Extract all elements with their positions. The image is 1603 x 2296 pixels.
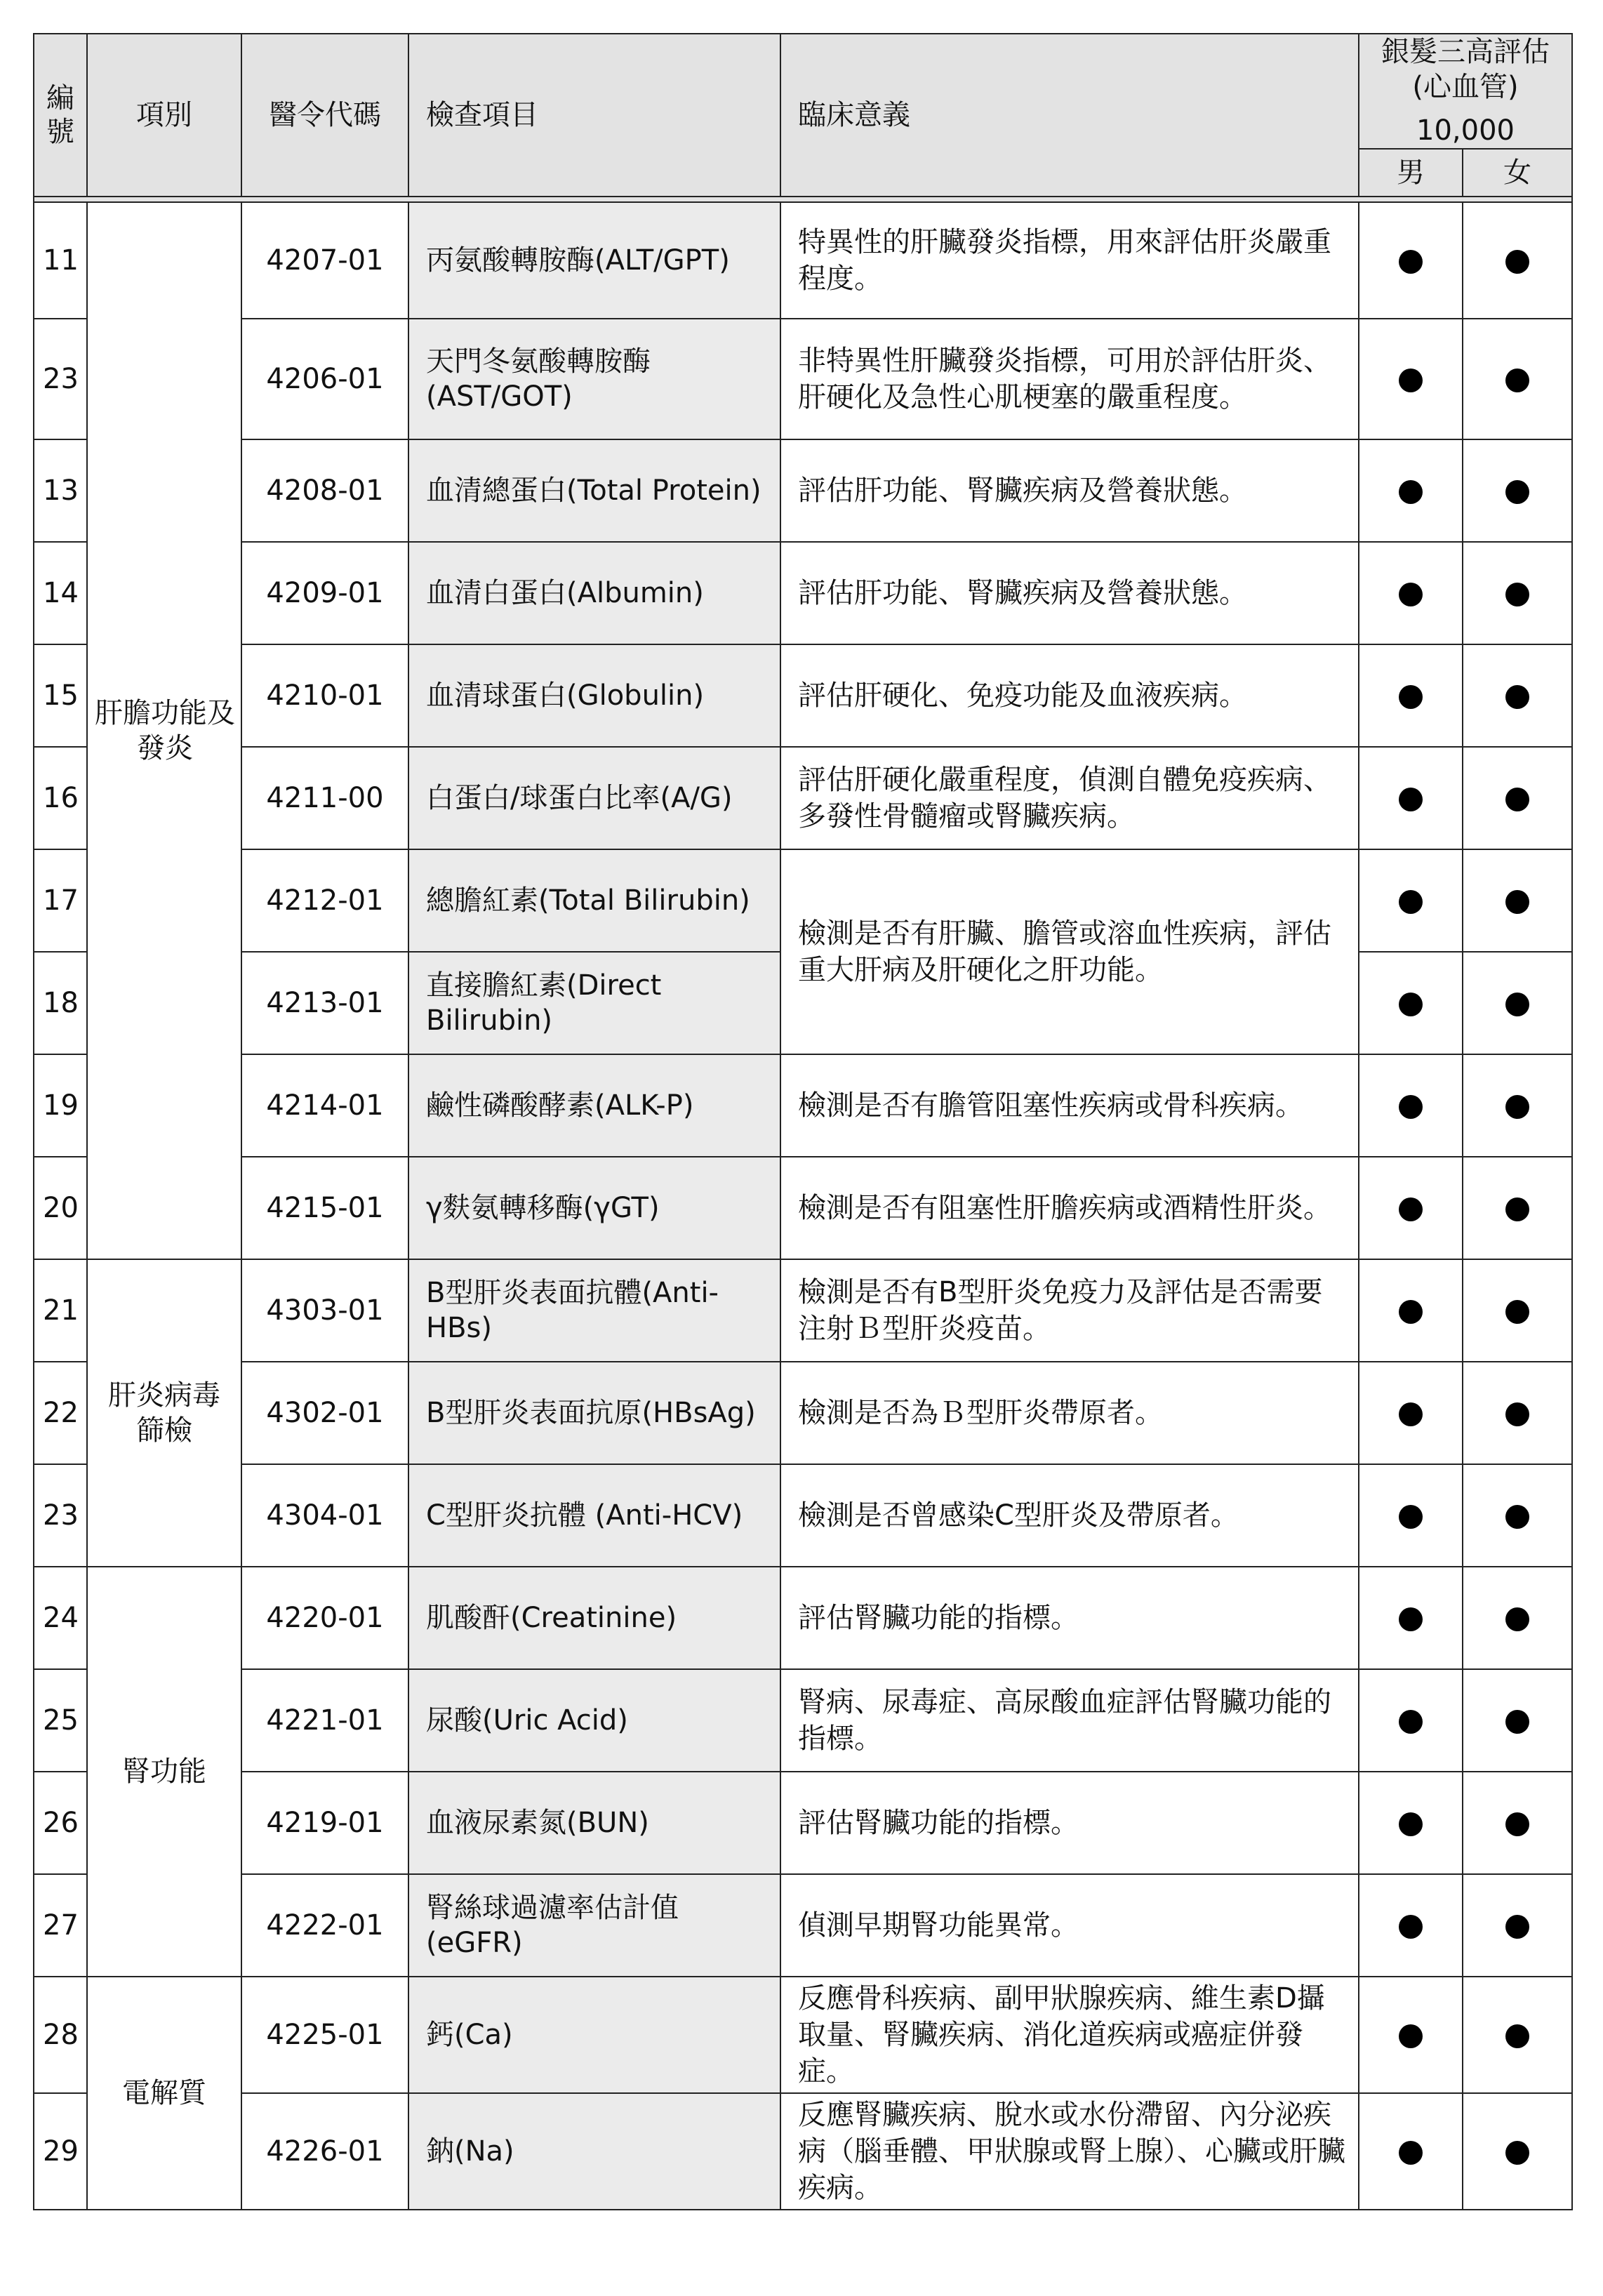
clinical-meaning: 特異性的肝臟發炎指標，用來評估肝炎嚴重程度。 — [780, 202, 1359, 319]
row-no: 23 — [34, 1464, 87, 1567]
included-dot-icon — [1505, 1812, 1529, 1836]
clinical-meaning: 檢測是否有B型肝炎免疫力及評估是否需要注射Ｂ型肝炎疫苗。 — [780, 1259, 1359, 1362]
exam-item: 血清總蛋白(Total Protein) — [408, 439, 780, 542]
female-included — [1463, 319, 1572, 439]
table-row — [34, 542, 1572, 644]
row-no: 11 — [34, 202, 87, 319]
clinical-meaning: 評估肝硬化嚴重程度，偵測自體免疫疾病、多發性骨髓瘤或腎臟疾病。 — [780, 747, 1359, 849]
row-no: 14 — [34, 542, 87, 644]
included-dot-icon — [1399, 993, 1423, 1016]
exam-item: 尿酸(Uric Acid) — [408, 1669, 780, 1772]
exam-item: 血清白蛋白(Albumin) — [408, 542, 780, 644]
clinical-meaning: 評估腎臟功能的指標。 — [780, 1567, 1359, 1669]
clinical-meaning: 非特異性肝臟發炎指標，可用於評估肝炎、肝硬化及急性心肌梗塞的嚴重程度。 — [780, 319, 1359, 439]
clinical-meaning: 檢測是否曾感染C型肝炎及帶原者。 — [780, 1464, 1359, 1567]
included-dot-icon — [1399, 788, 1423, 811]
header-no: 編號 — [34, 34, 87, 197]
clinical-meaning: 檢測是否為Ｂ型肝炎帶原者。 — [780, 1362, 1359, 1464]
male-included — [1359, 1874, 1463, 1977]
header-divider — [34, 197, 1572, 202]
row-no: 23 — [34, 319, 87, 439]
included-dot-icon — [1399, 1812, 1423, 1836]
included-dot-icon — [1505, 1505, 1529, 1529]
male-included — [1359, 1157, 1463, 1259]
table-row — [34, 849, 1572, 952]
included-dot-icon — [1505, 480, 1529, 504]
included-dot-icon — [1399, 1505, 1423, 1529]
female-included — [1463, 644, 1572, 747]
female-included — [1463, 202, 1572, 319]
male-included — [1359, 1567, 1463, 1669]
row-no: 17 — [34, 849, 87, 952]
female-included — [1463, 1874, 1572, 1977]
included-dot-icon — [1505, 1300, 1529, 1324]
header-male: 男 — [1359, 149, 1463, 197]
male-included — [1359, 2093, 1463, 2210]
table-row — [34, 1464, 1572, 1567]
female-included — [1463, 1567, 1572, 1669]
female-included — [1463, 1977, 1572, 2093]
row-no: 20 — [34, 1157, 87, 1259]
row-no: 18 — [34, 952, 87, 1054]
clinical-meaning: 檢測是否有肝臟、膽管或溶血性疾病，評估重大肝病及肝硬化之肝功能。 — [780, 849, 1359, 1054]
table-row — [34, 1977, 1572, 2093]
table-row — [34, 439, 1572, 542]
table-row — [34, 747, 1572, 849]
order-code: 4220-01 — [241, 1567, 408, 1669]
order-code: 4215-01 — [241, 1157, 408, 1259]
category-hepatitis: 肝炎病毒篩檢 — [87, 1259, 241, 1567]
order-code: 4210-01 — [241, 644, 408, 747]
order-code: 4213-01 — [241, 952, 408, 1054]
exam-item: 血清球蛋白(Globulin) — [408, 644, 780, 747]
clinical-meaning: 評估肝功能、腎臟疾病及營養狀態。 — [780, 439, 1359, 542]
female-included — [1463, 952, 1572, 1054]
table-row — [34, 1772, 1572, 1874]
male-included — [1359, 952, 1463, 1054]
clinical-meaning: 反應腎臟疾病、脫水或水份滯留、內分泌疾病（腦垂體、甲狀腺或腎上腺）、心臟或肝臟疾病。 — [780, 2093, 1359, 2210]
exam-item: B型肝炎表面抗原(HBsAg) — [408, 1362, 780, 1464]
male-included — [1359, 1362, 1463, 1464]
clinical-meaning: 檢測是否有阻塞性肝膽疾病或酒精性肝炎。 — [780, 1157, 1359, 1259]
row-no: 15 — [34, 644, 87, 747]
exam-item: 天門冬氨酸轉胺酶(AST/GOT) — [408, 319, 780, 439]
included-dot-icon — [1399, 1710, 1423, 1734]
package-price: 10,000 — [1416, 114, 1515, 147]
female-included — [1463, 849, 1572, 952]
male-included — [1359, 849, 1463, 952]
clinical-meaning: 評估腎臟功能的指標。 — [780, 1772, 1359, 1874]
category-liver: 肝膽功能及發炎 — [87, 202, 241, 1259]
included-dot-icon — [1505, 788, 1529, 811]
included-dot-icon — [1399, 2141, 1423, 2165]
female-included — [1463, 542, 1572, 644]
male-included — [1359, 1054, 1463, 1157]
clinical-meaning: 偵測早期腎功能異常。 — [780, 1874, 1359, 1977]
included-dot-icon — [1505, 1710, 1529, 1734]
included-dot-icon — [1399, 1915, 1423, 1939]
order-code: 4302-01 — [241, 1362, 408, 1464]
included-dot-icon — [1399, 685, 1423, 709]
male-included — [1359, 1259, 1463, 1362]
order-code: 4211-00 — [241, 747, 408, 849]
order-code: 4206-01 — [241, 319, 408, 439]
header-item: 檢查項目 — [408, 34, 780, 197]
male-included — [1359, 1464, 1463, 1567]
exam-item: γ麩氨轉移酶(γGT) — [408, 1157, 780, 1259]
header-category: 項別 — [87, 34, 241, 197]
table-row — [34, 202, 1572, 319]
clinical-meaning: 反應骨科疾病、副甲狀腺疾病、維生素D攝取量、腎臟疾病、消化道疾病或癌症併發症。 — [780, 1977, 1359, 2093]
male-included — [1359, 1977, 1463, 2093]
female-included — [1463, 1259, 1572, 1362]
exam-item: 總膽紅素(Total Bilirubin) — [408, 849, 780, 952]
female-included — [1463, 1157, 1572, 1259]
included-dot-icon — [1505, 369, 1529, 392]
exam-item: 丙氨酸轉胺酶(ALT/GPT) — [408, 202, 780, 319]
female-included — [1463, 1772, 1572, 1874]
female-included — [1463, 747, 1572, 849]
exam-item: 鹼性磷酸酵素(ALK-P) — [408, 1054, 780, 1157]
included-dot-icon — [1505, 1197, 1529, 1221]
clinical-meaning: 評估肝硬化、免疫功能及血液疾病。 — [780, 644, 1359, 747]
clinical-meaning: 評估肝功能、腎臟疾病及營養狀態。 — [780, 542, 1359, 644]
order-code: 4212-01 — [241, 849, 408, 952]
header-female: 女 — [1463, 149, 1572, 197]
male-included — [1359, 1669, 1463, 1772]
table-row — [34, 319, 1572, 439]
male-included — [1359, 1772, 1463, 1874]
included-dot-icon — [1399, 1197, 1423, 1221]
included-dot-icon — [1505, 993, 1529, 1016]
row-no: 26 — [34, 1772, 87, 1874]
included-dot-icon — [1505, 250, 1529, 274]
exam-item: 鈣(Ca) — [408, 1977, 780, 2093]
included-dot-icon — [1505, 2024, 1529, 2048]
order-code: 4303-01 — [241, 1259, 408, 1362]
exam-item: 白蛋白/球蛋白比率(A/G) — [408, 747, 780, 849]
included-dot-icon — [1505, 685, 1529, 709]
row-no: 29 — [34, 2093, 87, 2210]
table-row — [34, 1054, 1572, 1157]
package-title: 銀髮三高評估 — [1381, 36, 1550, 68]
order-code: 4209-01 — [241, 542, 408, 644]
row-no: 27 — [34, 1874, 87, 1977]
header-package — [1359, 34, 1572, 149]
row-no: 19 — [34, 1054, 87, 1157]
order-code: 4208-01 — [241, 439, 408, 542]
clinical-meaning: 腎病、尿毒症、高尿酸血症評估腎臟功能的指標。 — [780, 1669, 1359, 1772]
female-included — [1463, 439, 1572, 542]
exam-items-table — [33, 33, 1573, 2210]
male-included — [1359, 319, 1463, 439]
category-kidney: 腎功能 — [87, 1567, 241, 1977]
male-included — [1359, 747, 1463, 849]
order-code: 4225-01 — [241, 1977, 408, 2093]
included-dot-icon — [1399, 480, 1423, 504]
row-no: 16 — [34, 747, 87, 849]
order-code: 4222-01 — [241, 1874, 408, 1977]
included-dot-icon — [1399, 369, 1423, 392]
exam-item: 腎絲球過濾率估計值(eGFR) — [408, 1874, 780, 1977]
male-included — [1359, 644, 1463, 747]
female-included — [1463, 1054, 1572, 1157]
exam-item: 血液尿素氮(BUN) — [408, 1772, 780, 1874]
included-dot-icon — [1399, 1300, 1423, 1324]
included-dot-icon — [1505, 890, 1529, 914]
table-row — [34, 1874, 1572, 1977]
order-code: 4226-01 — [241, 2093, 408, 2210]
male-included — [1359, 439, 1463, 542]
order-code: 4219-01 — [241, 1772, 408, 1874]
included-dot-icon — [1399, 583, 1423, 606]
row-no: 22 — [34, 1362, 87, 1464]
included-dot-icon — [1399, 1607, 1423, 1631]
table-row — [34, 644, 1572, 747]
female-included — [1463, 1464, 1572, 1567]
row-no: 28 — [34, 1977, 87, 2093]
order-code: 4207-01 — [241, 202, 408, 319]
included-dot-icon — [1505, 1915, 1529, 1939]
category-electrolyte: 電解質 — [87, 1977, 241, 2210]
female-included — [1463, 2093, 1572, 2210]
exam-item: 鈉(Na) — [408, 2093, 780, 2210]
row-no: 25 — [34, 1669, 87, 1772]
female-included — [1463, 1362, 1572, 1464]
table-row — [34, 1567, 1572, 1669]
row-no: 21 — [34, 1259, 87, 1362]
female-included — [1463, 1669, 1572, 1772]
exam-item: B型肝炎表面抗體(Anti-HBs) — [408, 1259, 780, 1362]
included-dot-icon — [1399, 2024, 1423, 2048]
header-order-code: 醫令代碼 — [241, 34, 408, 197]
table-row — [34, 1157, 1572, 1259]
included-dot-icon — [1505, 2141, 1529, 2165]
included-dot-icon — [1505, 1095, 1529, 1119]
row-no: 13 — [34, 439, 87, 542]
exam-item: 直接膽紅素(Direct Bilirubin) — [408, 952, 780, 1054]
row-no: 24 — [34, 1567, 87, 1669]
table-row — [34, 1259, 1572, 1362]
male-included — [1359, 542, 1463, 644]
package-subtitle: (心血管) — [1412, 71, 1519, 103]
header-meaning: 臨床意義 — [780, 34, 1359, 197]
clinical-meaning: 檢測是否有膽管阻塞性疾病或骨科疾病。 — [780, 1054, 1359, 1157]
included-dot-icon — [1399, 1402, 1423, 1426]
exam-item: C型肝炎抗體 (Anti-HCV) — [408, 1464, 780, 1567]
included-dot-icon — [1505, 583, 1529, 606]
order-code: 4214-01 — [241, 1054, 408, 1157]
order-code: 4304-01 — [241, 1464, 408, 1567]
table-row — [34, 1669, 1572, 1772]
included-dot-icon — [1505, 1402, 1529, 1426]
table-row — [34, 1362, 1572, 1464]
included-dot-icon — [1399, 890, 1423, 914]
exam-item: 肌酸酐(Creatinine) — [408, 1567, 780, 1669]
order-code: 4221-01 — [241, 1669, 408, 1772]
table-row — [34, 2093, 1572, 2210]
included-dot-icon — [1505, 1607, 1529, 1631]
male-included — [1359, 202, 1463, 319]
included-dot-icon — [1399, 250, 1423, 274]
included-dot-icon — [1399, 1095, 1423, 1119]
